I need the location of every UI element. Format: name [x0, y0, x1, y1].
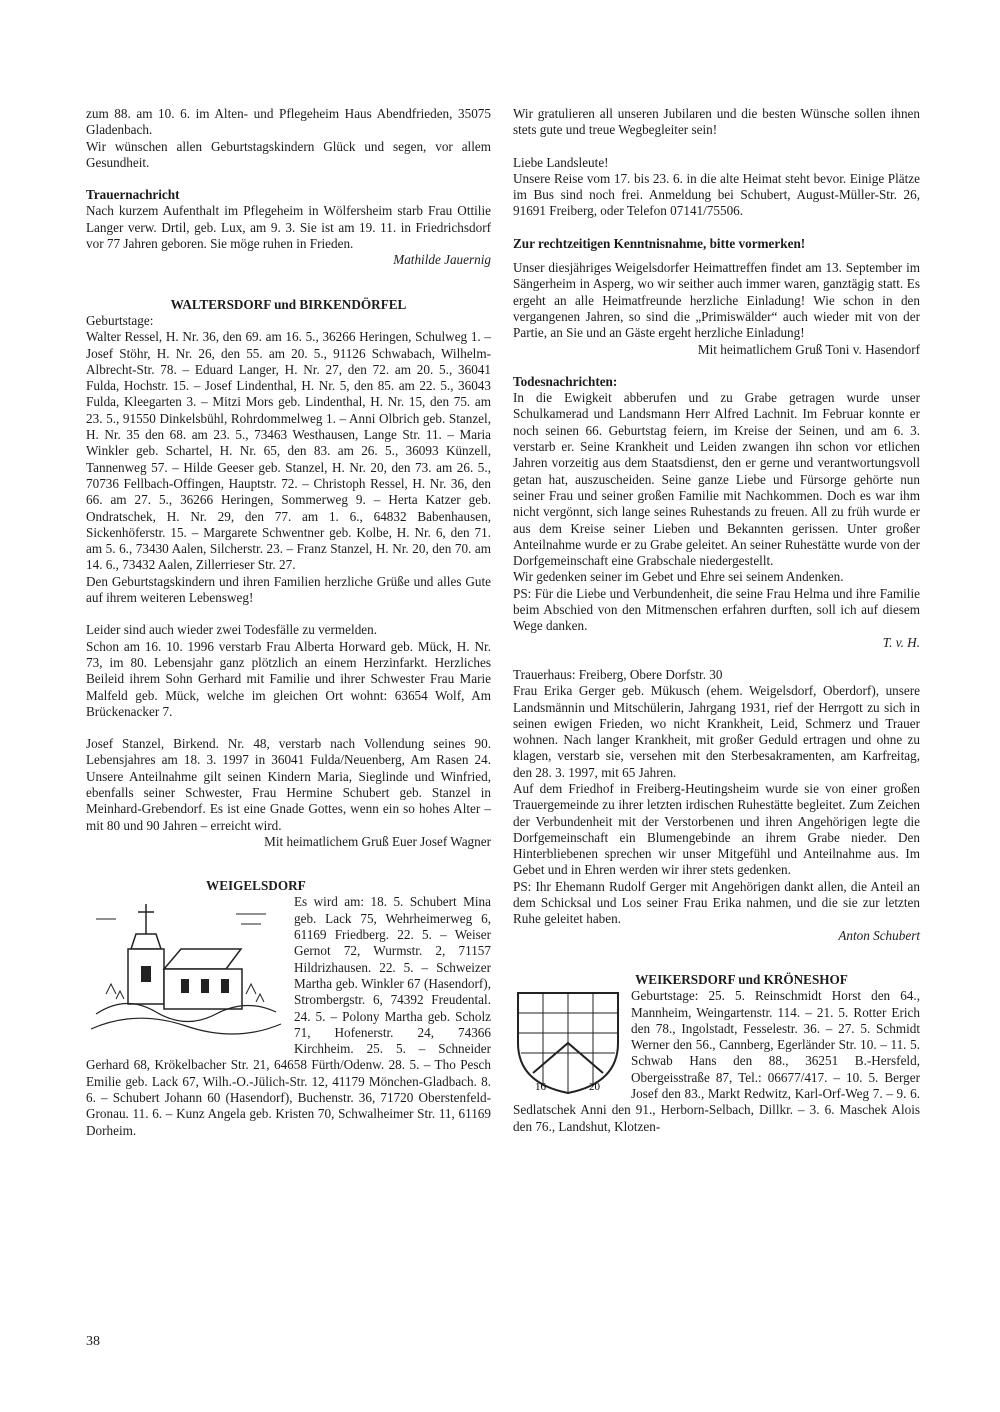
paragraph: Unsere Reise vom 17. bis 23. 6. in die alte Heimat steht bevor. Einige Plätze im Bus sind noch frei. Anmeldung bei Schubert, August-Müller-Str. 26, 91691 Freiberg, oder Telefon 07141/75506. [513, 170, 920, 219]
paragraph: Josef Stanzel, Birkend. Nr. 48, verstarb nach Vollendung seines 90. Lebensjahres am 18. 3. 1997 in 36041 Fulda/Neuenberg, Am Rasen 24. Unsere Anteilnahme gilt seinen Kindern Maria, Sieglinde und Winfried, ebenfalls seiner Schwester, Frau Hermine Schubert geb. Stanzel in Meinhard-Grebendorf. Es ist eine Gnade Gottes, wenn ein so hohes Alter – mit 80 und 90 Jahren – erreicht wird. [86, 736, 491, 833]
paragraph: PS: Für die Liebe und Verbundenheit, die seine Frau Helma und ihre Familie beim Abschied von den Mitmenschen erfahren durften, soll ich auf diesem Wege danken. [513, 585, 920, 634]
signature: T. v. H. [882, 634, 920, 650]
subheading: Geburtstage: [86, 312, 154, 328]
church-drawing-icon [86, 894, 286, 1044]
paragraph: Trauerhaus: Freiberg, Obere Dorfstr. 30 [513, 666, 723, 682]
paragraph: Es wird am: 18. 5. Schubert Mina geb. Lack 75, Wehrheimerweg 6, 61169 Friedberg. 22. 5. – Weiser Gernot 72, Wurmstr. 2, 71157 Hildrizhausen. 22. 5. – Schweizer Martha geb. Winkler 67 (Hasendorf), Strombergstr. 6, 74392 Freudental. 24. 5. – Polony Martha geb. Scholz 71, Hofenerstr. 24, 74366 Kirchheim. 25. 5. – Schneider Gerhard 68, Krökelbacher Str. 21, 64658 Fürth/Odenw. 28. 5. – Tho Pesch Emilie geb. Lack 67, Wilh.-O.-Jülich-Str. 12, 41179 Mönchen-Gladbach. 8. 6. – Schubert Johann 60 (Hasendorf), Buchenstr. 36, 71720 Oberstenfeld-Gronau. 11. 6. – Kunz Angela geb. Kristen 70, Schwalheimer Str. 11, 61169 Dorheim. [86, 894, 491, 1138]
paragraph: Walter Ressel, H. Nr. 36, den 69. am 16. 5., 36266 Heringen, Schulweg 1. – Josef Stöhr, H. Nr. 26, den 55. am 20. 5., 91126 Schwabach, Wilhelm-Albrecht-Str. 78. – Eduard Langer, H. Nr. 27, den 72. am 20. 5., 36041 Fulda, Hochstr. 15. – Josef Lindenthal, H. Nr. 5, den 85. am 22. 5., 36043 Fulda, Kleegarten 3. – Mitzi Mors geb. Lindenthal, H. Nr. 15, den 75. am 23. 5., 91550 Dinkelsbühl, Rohrdommelweg 1. – Anni Olbrich geb. Stanzel, H. Nr. 35 den 68. am 23. 5., 73463 Westhausen, Lange Str. 11. – Maria Winkler geb. Schartel, H. Nr. 65, den 83. am 26. 5., 36093 Künzell, Tannenweg 57. – Hilde Geeser geb. Stanzel, H. Nr. 20, den 73. am 26. 5., 70736 Fellbach-Offingen, Hauptstr. 72. – Christoph Ressel, H. Nr. 36, den 66. am 27. 5., 36266 Heringen, Sommerweg 9. – Herta Katzer geb. Ondratschek, H. Nr. 29, den 77. am 1. 6., 64832 Babenhausen, Sickenhöferstr. 15. – Margarete Schwentner geb. Kolbe, H. Nr. 6, den 71. am 5. 6., 73430 Aalen, Silcherstr. 23. – Franz Stanzel, H. Nr. 20, den 70. am 14. 6., 73432 Aalen, Zillerrieser Str. 27. [86, 329, 491, 573]
crest-year-left: 16 [535, 1081, 546, 1094]
signature: Mit heimatlichem Gruß Euer Josef Wagner [264, 833, 491, 849]
paragraph [86, 203, 491, 252]
paragraph: Den Geburtstagskindern und ihren Familien herzliche Grüße und alles Gute auf ihrem weiteren Lebensweg! [86, 573, 491, 606]
signature: Anton Schubert [838, 927, 920, 943]
page-number: 38 [86, 1334, 100, 1349]
paragraph: zum 88. am 10. 6. im Alten- und Pflegeheim Haus Abendfrieden, 35075 Gladenbach. [86, 106, 491, 138]
paragraph: Geburtstage: 25. 5. Reinschmidt Horst den 64., Mannheim, Weingartenstr. 114. – 21. 5. Rotter Erich den 78., Ingolstadt, Fesselestr. 36. – 27. 5. Schmidt Werner den 56., Cannberg, Egerländer Str. 10. – 11. 5. Schwab Hans den 88., 36251 B.-Hersfeld, Obergeisstraße 87, Tel.: 06677/417. – 10. 5. Berger Josef den 83., Markt Redwitz, Karl-Orf-Weg 7. – 9. 6. Sedlatschek Anni den 91., Herborn-Selbach, Dillkr. – 3. 6. Maschek Alois den 76., Landshut, Klotzen- [513, 988, 920, 1134]
paragraph: Auf dem Friedhof in Freiberg-Heutingsheim wurde sie von einer großen Trauergemeinde zu ihrer letzten irdischen Ruhestätte begleitet. Zum Zeichen der Verbundenheit mit der Verstorbenen und ihren Angehörigen legte die Dorfgemeinschaft ein Blumengebinde an ihrem Grabe nieder. Den Hinterbliebenen sprechen wir unser Mitgefühl und Anteilnahme aus. Im Gebet und in Ehren werden wir ihrer stets gedenken. [513, 780, 920, 878]
paragraph: Liebe Landsleute! [513, 154, 609, 170]
paragraph: Schon am 16. 10. 1996 verstarb Frau Alberta Horward geb. Mück, H. Nr. 73, im 80. Lebensjahr ganz plötzlich an einem Herzinfarkt. Herzliches Beileid ihrem Sohn Gerhard mit Familie und ihrer Schwester Frau Marie Malfeld geb. Mück, welche im gleichen Ort wohnt: 63654 Wolf, Am Brückenacker 7. [86, 638, 491, 719]
section-heading: Trauernachricht [86, 187, 180, 203]
paragraph: Wir gratulieren all unseren Jubilaren und die besten Wünsche sollen ihnen stets gute und treue Wegbegleiter sein! [513, 106, 920, 138]
signature: Mathilde Jauernig [393, 252, 491, 268]
section-heading: WEIGELSDORF [206, 878, 306, 894]
paragraph: In die Ewigkeit abberufen und zu Grabe getragen wurde unser Schulkamerad und Landsmann Herr Alfred Lachnit. Im Februar konnte er noch seinen 66. Geburtstag feiern, im Kreise der Seinen, und am 6. 3. verstarb er. Seine Krankheit und Leiden zwangen ihn schon vor etlichen Jahren vorzeitig aus dem Staatsdienst, den er gerne und verantwortungsvoll getan hat, auszuscheiden. Seine ganze Liebe und Fürsorge gehörte nun seiner Frau und seiner großen Familie mit Nachkommen. Doch es war ihm nicht vergönnt, sich lange seines Ruhestands zu freuen. All zu früh wurde er aus dem Kreise seiner Lieben und Bekannten gerissen. Unter großer Anteilnahme wurde er zu Grabe geleitet. An seiner Ruhestätte wurde von der Dorfgemeinschaft eine Grabschale niedergestellt. [513, 390, 920, 569]
paragraph: Unser diesjähriges Weigelsdorfer Heimattreffen findet am 13. September im Sängerheim in Asperg, wo wir seither auch immer waren, ganztägig statt. Es ergeht an alle Heimatfreunde herzliche Einladung! Wie schon in den vergangenen Jahren, so sind die „Primiswälder“ auch wieder mit von der Partie, an Sie und an Gäste ergeht herzliche Einladung! [513, 260, 920, 341]
signature: Mit heimatlichem Gruß Toni v. Hasendorf [697, 341, 920, 357]
paragraph: Leider sind auch wieder zwei Todesfälle zu vermelden. [86, 622, 378, 638]
paragraph-text: Nach kurzem Aufenthalt im Pflegeheim in Wölfersheim starb Frau Ottilie Langer verw. Drtil, geb. Lux, am 9. 3. Sie ist am 19. 11. in Friedrichsdorf vor 77 Jahren geboren. Sie möge ruhen in Frieden. [86, 203, 491, 252]
coat-of-arms-icon [513, 988, 623, 1098]
right-column [513, 106, 920, 1135]
paragraph: Wir wünschen allen Geburtstagskindern Glück und segen, vor allem Gesundheit. [86, 138, 491, 170]
crest-year-right: 20 [589, 1081, 600, 1094]
paragraph: Frau Erika Gerger geb. Mükusch (ehem. Weigelsdorf, Oberdorf), unsere Landsmännin und Mitschülerin, Jahrgang 1931, rief der Herrgott zu sich in seinen ewigen Frieden, wo nicht Krankheit, Leid, Schmerz und Trauer wohnen. Nach langer Krankheit, mit großer Geduld ertragen und ohne zu klagen, verstarb sie, versehen mit den Sterbesakramenten, am Karfreitag, den 28. 3. 1997, mit 65 Jahren. [513, 683, 920, 780]
coat-of-arms [513, 988, 623, 1098]
section-heading: WEIKERSDORF und KRÖNESHOF [635, 971, 848, 987]
paragraph: Wir gedenken seiner im Gebet und Ehre sei seinem Andenken. [513, 569, 844, 585]
left-column [86, 106, 491, 1139]
section-heading: WALTERSDORF und BIRKENDÖRFEL [170, 296, 407, 312]
paragraph: PS: Ihr Ehemann Rudolf Gerger mit Angehörigen dankt allen, die Anteil an dem Schicksal und Los seiner Frau Erika nahmen, und die sie zur letzten Ruhe geleitet haben. [513, 878, 920, 927]
section-heading: Todesnachrichten: [513, 373, 618, 389]
section-heading: Zur rechtzeitigen Kenntnisnahme, bitte vormerken! [513, 235, 806, 251]
church-illustration [86, 894, 286, 1044]
